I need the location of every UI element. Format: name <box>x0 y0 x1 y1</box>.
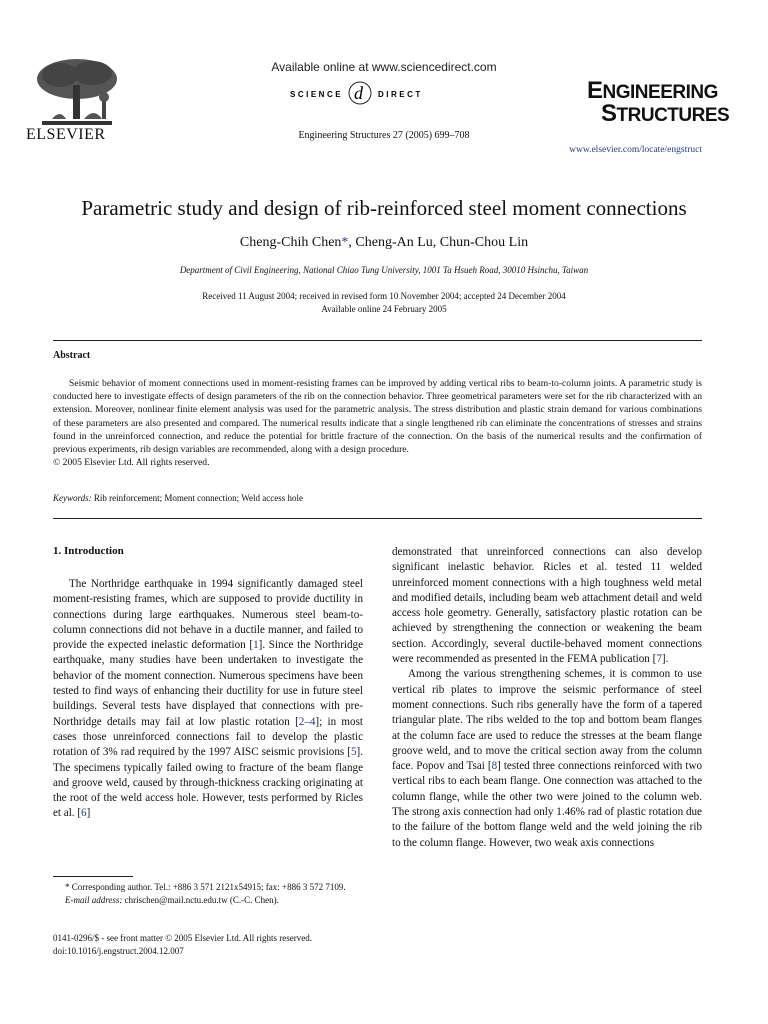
abstract-heading: Abstract <box>53 350 91 361</box>
divider <box>53 518 702 519</box>
journal-url-link[interactable]: www.elsevier.com/locate/engstruct <box>569 145 702 155</box>
footnote-divider <box>53 876 133 877</box>
email-note: E-mail address: chrischen@mail.nctu.edu.tw (C.-C. Chen). <box>65 894 279 905</box>
abstract-body <box>53 377 702 469</box>
sciencedirect-left: SCIENCE <box>290 90 344 99</box>
publisher-name: ELSEVIER <box>26 126 106 143</box>
article-title: Parametric study and design of rib-reinforced steel moment connections <box>81 196 687 220</box>
journal-logo-line1: ENGINEERING <box>587 77 718 104</box>
keywords-label: Keywords: <box>53 493 92 503</box>
affiliation: Department of Civil Engineering, National Chiao Tung University, 1001 Ta Hsueh Road, 30010 Hsinchu, Taiwan <box>179 265 589 275</box>
received-dates: Received 11 August 2004; received in revised form 10 November 2004; accepted 24 December 2004 <box>202 291 566 301</box>
citation-link[interactable]: 6 <box>81 807 87 820</box>
journal-logo-line2: STRUCTURES <box>601 100 730 127</box>
citation-link[interactable]: 8 <box>491 760 498 773</box>
divider <box>53 340 702 341</box>
left-column <box>53 577 363 822</box>
footnote <box>53 881 363 906</box>
article-dates <box>0 290 768 315</box>
available-date: Available online 24 February 2005 <box>321 303 447 314</box>
citation-link[interactable]: 7 <box>656 653 662 666</box>
abstract-text: Seismic behavior of moment connections used in moment-resisting frames can be improved by adding vertical ribs to beam-to-column joints. A parametric study is conducted here to investigate effects of design parameters of the rib on the connection behavior. Three geometrical parameters were set for the rib characterized with an extension. Moreover, nonlinear finite element analysis was used for the parametric analysis. The stress distribution and plastic strain demand for various combinations of these parameters are also presented and compared. The numerical results indicate that a single lengthened rib can eliminate the concentrations of stresses and strains found in the unreinforced connection, and reduce the potential for brittle fracture of the connection. On the basis of the numerical results and the confirmation of previous experiments, rib design variables are recommended, along with a design procedure. <box>53 378 702 456</box>
journal-logo <box>587 77 730 127</box>
sciencedirect-mark: d <box>354 83 363 103</box>
section-heading: 1. Introduction <box>53 545 124 557</box>
citation-link[interactable]: 5 <box>350 746 357 759</box>
sciencedirect-right: DIRECT <box>378 90 423 99</box>
corresponding-author-link[interactable]: * <box>341 235 349 250</box>
keywords-list: Rib reinforcement; Moment connection; Weld access hole <box>91 493 303 503</box>
article-identifiers <box>53 932 312 958</box>
other-authors: , Cheng-An Lu, Chun-Chou Lin <box>348 235 529 250</box>
citation-link[interactable]: 2–4 <box>298 715 316 728</box>
issn-line: 0141-0296/$ - see front matter © 2005 Elsevier Ltd. All rights reserved. <box>53 933 313 943</box>
intro-paragraph: Among the various strengthening schemes, it is common to use vertical rib plates to improve the seismic performance of steel moment connections. Such ribs generally have the form of a tapered triangular plate. The ribs welded to the top and bottom beam flanges at the column face are used to reduce the stresses at the beam flange groove weld, and to move the critical section away from the column face. Popov and Tsai [8] tested three connections reinforced with two vertical ribs to each beam flange. One connection was attached to the column flange, while the other two were joined to the column web. The strong axis connection had only 1.46% rad of plastic rotation due to the failure of the bottom flange weld and the weld joining the rib to the column flange. However, two weak axis connections <box>392 668 703 849</box>
intro-paragraph: The Northridge earthquake in 1994 significantly damaged steel moment-resisting frames, which are supposed to provide ductility in connections during large earthquakes. Numerous steel beam-to-column connections did not behave in a ductile manner, and failed to provide the expected inelastic deformation [1]. Since the Northridge earthquake, many studies have been undertaken to investigate the behavior of the moment connection. Numerous specimens have been tested to find ways of enhancing their ductility for use in future steel buildings. Several tests have displayed that connections with pre-Northridge details may fail at low plastic rotation [2–4]; in most cases those unreinforced connections fail to develop the plastic rotation of 3% rad required by the 1997 AISC seismic provisions [5]. The specimens typically failed owing to fracture of the beam flange and groove weld, caused by through-thickness cracking originating at the root of the weld access hole. However, tests performed by Ricles et al. [6] <box>53 578 363 820</box>
journal-reference: Engineering Structures 27 (2005) 699–708 <box>298 130 470 141</box>
right-column <box>392 545 702 851</box>
keywords <box>53 493 303 503</box>
doi-line: doi:10.1016/j.engstruct.2004.12.007 <box>53 946 184 956</box>
sciencedirect-logo-icon <box>250 78 510 108</box>
abstract-copyright: © 2005 Elsevier Ltd. All rights reserved. <box>53 457 210 469</box>
intro-paragraph: demonstrated that unreinforced connections can also develop significant inelastic behavior. Ricles et al. tested 11 welded unreinforced moment connections with a high toughness weld metal and modified details, including beam web attachment detail and weld access hole geometry. Generally, satisfactory plastic rotation can be achieved by strengthening the connection or weakening the beam section. Accordingly, several ductile-behaved moment connections were recommended as presented in the FEMA publication [7]. <box>392 546 702 666</box>
corresponding-author-note: * Corresponding author. Tel.: +886 3 571 2121x54915; fax: +886 3 572 7109. <box>65 882 346 892</box>
citation-link[interactable]: 1 <box>253 639 259 652</box>
available-online-text[interactable]: Available online at www.sciencedirect.com <box>271 60 497 74</box>
author-name: Cheng-Chih Chen <box>239 235 342 250</box>
author-list <box>0 235 768 251</box>
